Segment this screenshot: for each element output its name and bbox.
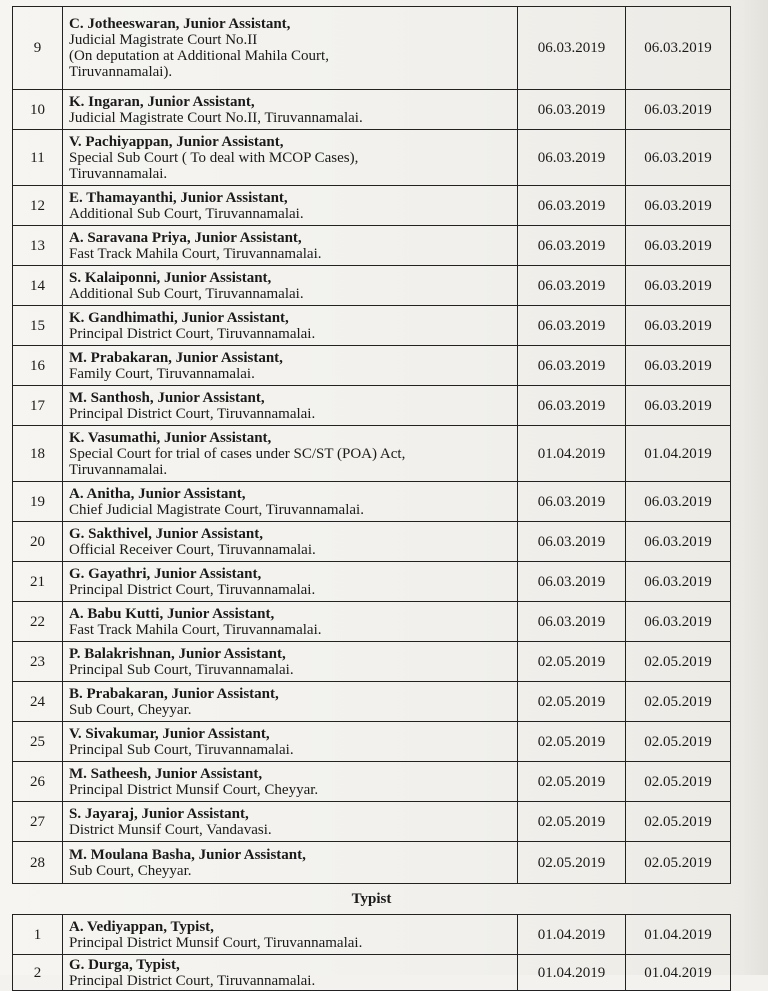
date-column-1: 02.05.2019	[518, 682, 626, 722]
table-row	[13, 306, 731, 346]
date-column-1: 01.04.2019	[518, 426, 626, 482]
posting-line: Additional Sub Court, Tiruvannamalai.	[69, 285, 304, 302]
seniority-table	[12, 6, 731, 991]
serial-number: 14	[13, 266, 63, 306]
date-column-1: 06.03.2019	[518, 186, 626, 226]
employee-cell	[63, 90, 518, 130]
posting-line: Tiruvannamalai.	[69, 461, 168, 478]
typist-rows	[13, 915, 731, 991]
employee-name: K. Gandhimathi, Junior Assistant,	[69, 309, 289, 326]
serial-number: 23	[13, 642, 63, 682]
date-column-2: 06.03.2019	[626, 7, 731, 90]
typist-section	[13, 884, 731, 915]
posting-line: Principal District Munsif Court, Tiruvannamalai.	[69, 934, 363, 951]
employee-cell	[63, 226, 518, 266]
date-column-1: 06.03.2019	[518, 306, 626, 346]
employee-name: A. Saravana Priya, Junior Assistant,	[69, 229, 302, 246]
serial-number: 1	[13, 915, 63, 955]
serial-number: 28	[13, 842, 63, 884]
date-column-2: 06.03.2019	[626, 186, 731, 226]
table-row	[13, 266, 731, 306]
date-column-1: 02.05.2019	[518, 802, 626, 842]
employee-name: G. Sakthivel, Junior Assistant,	[69, 525, 263, 542]
employee-name: A. Anitha, Junior Assistant,	[69, 485, 246, 502]
employee-name: K. Ingaran, Junior Assistant,	[69, 93, 255, 110]
date-column-1: 06.03.2019	[518, 482, 626, 522]
date-column-1: 06.03.2019	[518, 346, 626, 386]
table-row	[13, 955, 731, 991]
table-row	[13, 130, 731, 186]
date-column-1: 01.04.2019	[518, 955, 626, 991]
date-column-2: 02.05.2019	[626, 642, 731, 682]
date-column-1: 06.03.2019	[518, 522, 626, 562]
employee-name: G. Durga, Typist,	[69, 956, 180, 973]
date-column-2: 06.03.2019	[626, 130, 731, 186]
employee-name: V. Pachiyappan, Junior Assistant,	[69, 133, 284, 150]
serial-number: 21	[13, 562, 63, 602]
date-column-1: 02.05.2019	[518, 842, 626, 884]
employee-cell	[63, 306, 518, 346]
date-column-1: 06.03.2019	[518, 602, 626, 642]
posting-line: Additional Sub Court, Tiruvannamalai.	[69, 205, 304, 222]
serial-number: 22	[13, 602, 63, 642]
date-column-2: 02.05.2019	[626, 842, 731, 884]
date-column-2: 06.03.2019	[626, 522, 731, 562]
serial-number: 11	[13, 130, 63, 186]
serial-number: 10	[13, 90, 63, 130]
serial-number: 27	[13, 802, 63, 842]
serial-number: 18	[13, 426, 63, 482]
employee-name: A. Vediyappan, Typist,	[69, 918, 214, 935]
date-column-2: 02.05.2019	[626, 762, 731, 802]
posting-line: Principal District Court, Tiruvannamalai.	[69, 581, 316, 598]
employee-cell	[63, 562, 518, 602]
date-column-1: 06.03.2019	[518, 130, 626, 186]
date-column-1: 02.05.2019	[518, 762, 626, 802]
posting-line: Sub Court, Cheyyar.	[69, 701, 192, 718]
employee-name: P. Balakrishnan, Junior Assistant,	[69, 645, 286, 662]
table-row	[13, 186, 731, 226]
date-column-2: 02.05.2019	[626, 682, 731, 722]
date-column-2: 06.03.2019	[626, 482, 731, 522]
posting-line: Chief Judicial Magistrate Court, Tiruvannamalai.	[69, 501, 364, 518]
employee-cell	[63, 955, 518, 991]
posting-line: Principal District Court, Tiruvannamalai.	[69, 972, 316, 989]
date-column-2: 01.04.2019	[626, 915, 731, 955]
date-column-1: 02.05.2019	[518, 722, 626, 762]
employee-cell	[63, 642, 518, 682]
posting-line: Judicial Magistrate Court No.II	[69, 32, 258, 48]
serial-number: 24	[13, 682, 63, 722]
posting-line: (On deputation at Additional Mahila Court,	[69, 48, 329, 64]
employee-cell	[63, 682, 518, 722]
table-row	[13, 482, 731, 522]
serial-number: 20	[13, 522, 63, 562]
employee-cell	[63, 915, 518, 955]
date-column-1: 01.04.2019	[518, 915, 626, 955]
posting-line: Fast Track Mahila Court, Tiruvannamalai.	[69, 621, 322, 638]
date-column-1: 06.03.2019	[518, 7, 626, 90]
table-row	[13, 426, 731, 482]
date-column-1: 06.03.2019	[518, 226, 626, 266]
employee-name: M. Santhosh, Junior Assistant,	[69, 389, 265, 406]
date-column-1: 02.05.2019	[518, 642, 626, 682]
employee-cell	[63, 722, 518, 762]
table-row	[13, 642, 731, 682]
table-row	[13, 346, 731, 386]
employee-cell	[63, 482, 518, 522]
employee-name: E. Thamayanthi, Junior Assistant,	[69, 189, 288, 206]
date-column-2: 06.03.2019	[626, 386, 731, 426]
date-column-2: 01.04.2019	[626, 426, 731, 482]
table-row	[13, 386, 731, 426]
section-heading-row	[13, 884, 731, 915]
employee-name: M. Prabakaran, Junior Assistant,	[69, 349, 283, 366]
date-column-2: 06.03.2019	[626, 346, 731, 386]
junior-assistant-rows	[13, 7, 731, 884]
employee-cell	[63, 7, 518, 90]
posting-line: Principal District Court, Tiruvannamalai.	[69, 325, 316, 342]
posting-line: Principal District Court, Tiruvannamalai.	[69, 405, 316, 422]
date-column-2: 06.03.2019	[626, 90, 731, 130]
employee-name: K. Vasumathi, Junior Assistant,	[69, 429, 272, 446]
employee-cell	[63, 426, 518, 482]
table-row	[13, 842, 731, 884]
table-row	[13, 602, 731, 642]
serial-number: 12	[13, 186, 63, 226]
posting-line: Judicial Magistrate Court No.II, Tiruvannamalai.	[69, 109, 363, 126]
table-row	[13, 915, 731, 955]
serial-number: 2	[13, 955, 63, 991]
serial-number: 9	[13, 7, 63, 90]
serial-number: 15	[13, 306, 63, 346]
employee-cell	[63, 802, 518, 842]
date-column-2: 02.05.2019	[626, 802, 731, 842]
date-column-1: 06.03.2019	[518, 386, 626, 426]
date-column-2: 06.03.2019	[626, 562, 731, 602]
serial-number: 26	[13, 762, 63, 802]
employee-cell	[63, 186, 518, 226]
serial-number: 16	[13, 346, 63, 386]
employee-name: S. Jayaraj, Junior Assistant,	[69, 805, 249, 822]
employee-cell	[63, 130, 518, 186]
date-column-1: 06.03.2019	[518, 562, 626, 602]
date-column-2: 01.04.2019	[626, 955, 731, 991]
posting-line: Family Court, Tiruvannamalai.	[69, 365, 255, 382]
page-edge-shadow	[740, 0, 768, 975]
date-column-2: 02.05.2019	[626, 722, 731, 762]
date-column-1: 06.03.2019	[518, 90, 626, 130]
serial-number: 17	[13, 386, 63, 426]
employee-name: M. Satheesh, Junior Assistant,	[69, 765, 263, 782]
employee-name: V. Sivakumar, Junior Assistant,	[69, 725, 270, 742]
date-column-1: 06.03.2019	[518, 266, 626, 306]
employee-cell	[63, 842, 518, 884]
posting-line: Principal Sub Court, Tiruvannamalai.	[69, 741, 294, 758]
employee-cell	[63, 602, 518, 642]
table-row	[13, 522, 731, 562]
employee-cell	[63, 386, 518, 426]
posting-line: Principal Sub Court, Tiruvannamalai.	[69, 661, 294, 678]
date-column-2: 06.03.2019	[626, 226, 731, 266]
posting-line: Tiruvannamalai).	[69, 64, 173, 80]
serial-number: 25	[13, 722, 63, 762]
table-row	[13, 562, 731, 602]
table-row	[13, 762, 731, 802]
employee-name: G. Gayathri, Junior Assistant,	[69, 565, 262, 582]
employee-cell	[63, 346, 518, 386]
posting-line: Principal District Munsif Court, Cheyyar.	[69, 781, 319, 798]
table-row	[13, 682, 731, 722]
posting-line: Special Sub Court ( To deal with MCOP Cases),	[69, 149, 359, 166]
table-row	[13, 722, 731, 762]
employee-name: M. Moulana Basha, Junior Assistant,	[69, 846, 306, 863]
table-row	[13, 7, 731, 90]
posting-line: Special Court for trial of cases under SC/ST (POA) Act,	[69, 445, 406, 462]
section-heading: Typist	[13, 884, 731, 915]
table-row	[13, 226, 731, 266]
posting-line: Tiruvannamalai.	[69, 165, 168, 182]
posting-line: Fast Track Mahila Court, Tiruvannamalai.	[69, 245, 322, 262]
posting-line: Official Receiver Court, Tiruvannamalai.	[69, 541, 316, 558]
posting-line: District Munsif Court, Vandavasi.	[69, 821, 272, 838]
employee-cell	[63, 266, 518, 306]
date-column-2: 06.03.2019	[626, 266, 731, 306]
employee-name: S. Kalaiponni, Junior Assistant,	[69, 269, 272, 286]
serial-number: 19	[13, 482, 63, 522]
date-column-2: 06.03.2019	[626, 306, 731, 346]
employee-cell	[63, 522, 518, 562]
serial-number: 13	[13, 226, 63, 266]
employee-name: C. Jotheeswaran, Junior Assistant,	[69, 16, 291, 32]
employee-name: A. Babu Kutti, Junior Assistant,	[69, 605, 275, 622]
posting-line: Sub Court, Cheyyar.	[69, 862, 192, 879]
table-row	[13, 802, 731, 842]
table-row	[13, 90, 731, 130]
date-column-2: 06.03.2019	[626, 602, 731, 642]
employee-cell	[63, 762, 518, 802]
employee-name: B. Prabakaran, Junior Assistant,	[69, 685, 279, 702]
